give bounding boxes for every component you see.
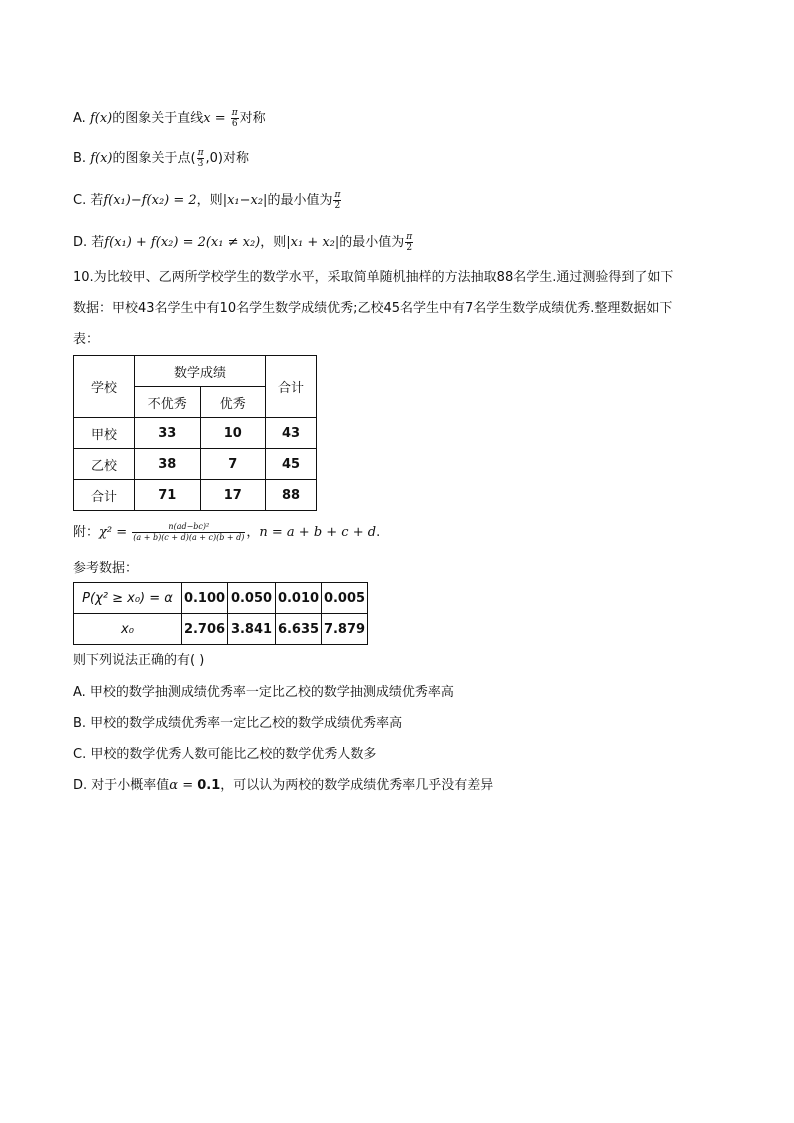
row-label-x0: x₀ [74, 614, 182, 645]
option-label: A. [73, 111, 90, 126]
option-b-q9 [73, 148, 249, 169]
option-d-q9 [73, 232, 414, 253]
question-10-line-2: 数据：甲校43名学生中有10名学生数学成绩优秀;乙校45名学生中有7名学生数学成绩优秀.整理数据如下 [73, 301, 673, 316]
frac-numerator: π [406, 232, 413, 242]
header-score: 数学成绩 [135, 356, 266, 387]
option-text: 的图象关于点( [112, 151, 196, 166]
alpha-cell: 0.010 [276, 583, 322, 614]
cell-not: 71 [135, 480, 201, 511]
option-c-q10: C. 甲校的数学优秀人数可能比乙校的数学优秀人数多 [73, 747, 377, 762]
question-10-prompt: 则下列说法正确的有( ) [73, 653, 205, 668]
option-label: D. 若 [73, 235, 105, 250]
cell-not: 38 [135, 449, 201, 480]
math-expr: f(x) [89, 111, 113, 126]
chi-square-formula [73, 522, 380, 543]
formula-separator: ， [246, 525, 260, 540]
cell-not: 33 [135, 418, 201, 449]
option-label: C. 若 [73, 193, 104, 208]
option-text: D. 对于小概率值 [73, 778, 170, 793]
frac-numerator: π [231, 108, 238, 118]
formula-label: 附： [73, 525, 100, 540]
math-expr: α = [169, 778, 198, 793]
math-expr: f(x) [90, 151, 113, 166]
cell-school: 甲校 [74, 418, 135, 449]
row-label-alpha: P(χ² ≥ x₀) = α [74, 583, 182, 614]
cell-total: 43 [266, 418, 317, 449]
frac-numerator: n(ad−bc)² [132, 522, 245, 533]
option-a-q10: A. 甲校的数学抽测成绩优秀率一定比乙校的数学抽测成绩优秀率高 [73, 685, 454, 700]
fraction [405, 232, 413, 253]
option-text: 的最小值为 [267, 193, 333, 208]
option-b-q10: B. 甲校的数学成绩优秀率一定比乙校的数学成绩优秀率高 [73, 716, 403, 731]
frac-denominator: 3 [197, 159, 204, 169]
critical-value-table [73, 582, 368, 645]
alpha-cell: 0.050 [228, 583, 276, 614]
header-total: 合计 [266, 356, 317, 418]
table-row [74, 614, 368, 645]
math-expr: |x₁ + x₂| [286, 235, 340, 250]
option-text: 的图象关于直线 [112, 111, 204, 126]
table-row [74, 583, 368, 614]
math-expr: x = [203, 111, 230, 126]
x0-cell: 3.841 [228, 614, 276, 645]
table-row [74, 449, 317, 480]
fraction [197, 148, 205, 169]
formula-period: . [376, 525, 381, 540]
option-text: 对称 [239, 111, 266, 126]
frac-numerator: π [334, 190, 341, 200]
option-a-q9 [73, 108, 266, 129]
frac-denominator: 6 [231, 119, 238, 129]
reference-label: 参考数据： [73, 561, 139, 576]
frac-denominator: (a + b)(c + d)(a + c)(b + d) [133, 533, 245, 542]
option-d-q10 [73, 776, 493, 796]
fraction [231, 108, 239, 129]
alpha-cell: 0.005 [322, 583, 368, 614]
cell-total: 45 [266, 449, 317, 480]
option-c-q9 [73, 190, 342, 211]
x0-cell: 6.635 [276, 614, 322, 645]
frac-numerator: π [197, 148, 204, 158]
cell-exc: 17 [200, 480, 266, 511]
fraction [333, 190, 341, 211]
alpha-value: 0.1 [197, 778, 221, 793]
header-excellent: 优秀 [200, 387, 266, 418]
math-expr: f(x₁)−f(x₂) = 2 [103, 193, 197, 208]
math-expr: χ² = [99, 525, 132, 540]
alpha-cell: 0.100 [182, 583, 228, 614]
cell-total: 88 [266, 480, 317, 511]
question-10-line-3: 表： [73, 332, 100, 347]
math-expr: n = a + b + c + d [259, 525, 377, 540]
option-text: ，可以认为两校的数学成绩优秀率几乎没有差异 [220, 778, 494, 793]
x0-cell: 2.706 [182, 614, 228, 645]
header-not-excellent: 不优秀 [135, 387, 201, 418]
score-contingency-table [73, 355, 317, 511]
x0-cell: 7.879 [322, 614, 368, 645]
option-text: ,0)对称 [205, 151, 249, 166]
frac-denominator: 2 [334, 201, 341, 211]
option-text: ，则 [260, 235, 287, 250]
fraction [132, 522, 245, 543]
frac-denominator: 2 [406, 243, 413, 253]
cell-school: 合计 [74, 480, 135, 511]
table-row [74, 480, 317, 511]
cell-exc: 10 [200, 418, 266, 449]
cell-exc: 7 [200, 449, 266, 480]
option-text: 的最小值为 [339, 235, 405, 250]
table-row [74, 418, 317, 449]
option-label: B. [73, 151, 91, 166]
question-10-line-1: 10.为比较甲、乙两所学校学生的数学水平，采取简单随机抽样的方法抽取88名学生.通过测验得到了如下 [73, 270, 674, 285]
cell-school: 乙校 [74, 449, 135, 480]
header-school: 学校 [74, 356, 135, 418]
math-expr: |x₁−x₂| [222, 193, 268, 208]
math-expr: f(x₁) + f(x₂) = 2(x₁ ≠ x₂) [104, 235, 261, 250]
option-text: ，则 [196, 193, 223, 208]
